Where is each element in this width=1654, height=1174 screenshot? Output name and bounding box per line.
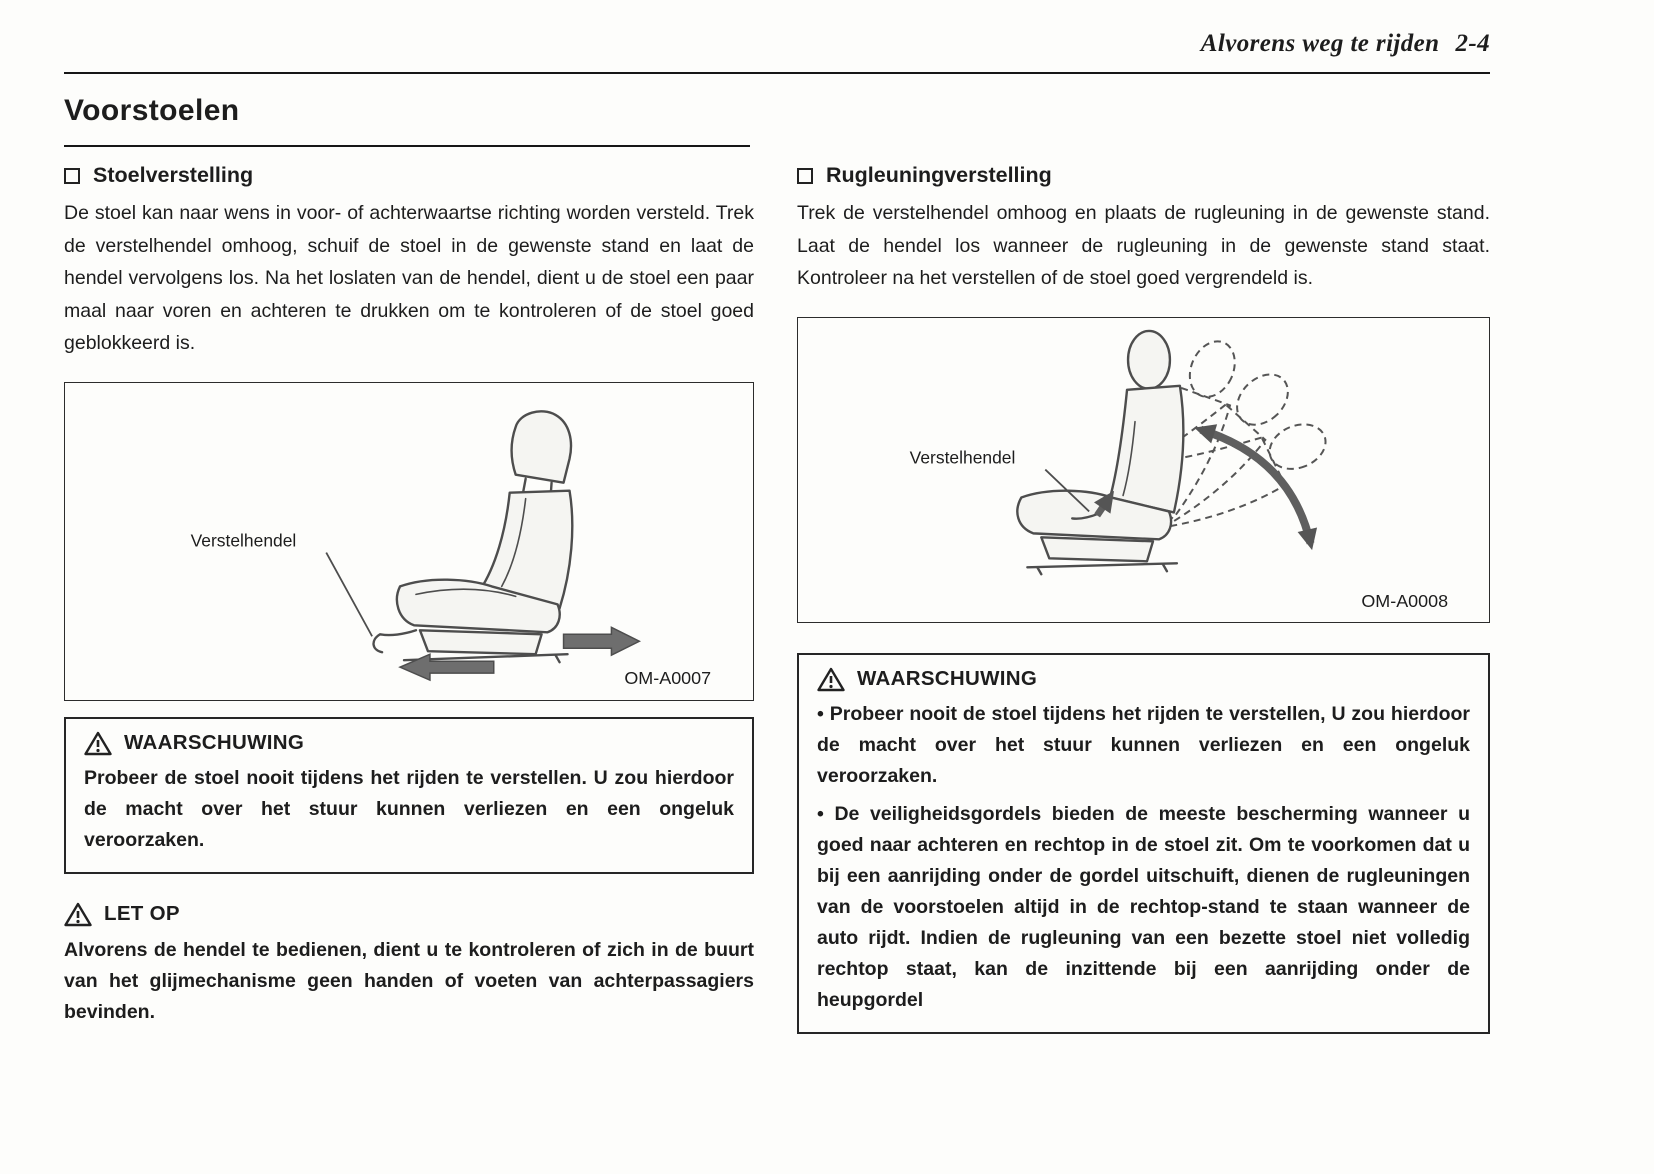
warning-item: • De veiligheidsgordels bieden de meeste bescherming wanneer u goed naar achteren en rechtop in de stoel zit. Om te voorkomen dat u bij een aanrijding onder de gordel uitschuift, dienen de rugleuningen van de voorstoelen altijd in de rechtop-stand te staan wanneer de auto rijdt. Indien de rugleuning van een bezette stoel niet volledig rechtop staat, kan de inzittende bij een aanrijding onder de heupgordel <box>817 799 1470 1016</box>
warning-text: Probeer de stoel nooit tijdens het rijden te verstellen. U zou hierdoor de macht over het stuur kunnen verliezen en een ongeluk veroorzaken. <box>84 766 734 851</box>
caution-section <box>64 902 754 1028</box>
warning-item: • Probeer nooit de stoel tijdens het rijden te verstellen, U zou hierdoor de macht over het stuur kunnen verliezen en een ongeluk veroorzaken. <box>817 699 1470 792</box>
square-bullet-icon <box>64 168 80 184</box>
warning-title: WAARSCHUWING <box>124 731 305 755</box>
section-body: De stoel kan naar wens in voor- of achterwaartse richting worden versteld. Trek de verstelhendel omhoog, schuif de stoel in de gewenste stand en laat de hendel vervolgens los. Na het loslaten van de hendel, dient u de stoel een paar maal naar voren en achteren te drukken om te kontroleren of de stoel goed geblokkeerd is. <box>64 202 754 354</box>
section-heading-label: Stoelverstelling <box>93 163 254 187</box>
figure-code: OM-A0008 <box>1361 590 1449 611</box>
warning-heading <box>84 731 734 756</box>
section-heading-seat-adjustment <box>64 163 754 188</box>
caution-triangle-icon <box>64 902 92 927</box>
warning-heading <box>817 667 1470 692</box>
running-header <box>1201 30 1490 58</box>
warning-box <box>64 717 754 874</box>
right-column <box>797 163 1490 1034</box>
caution-title: LET OP <box>104 902 180 926</box>
page-number: 2-4 <box>1455 30 1490 57</box>
section-heading-backrest-adjustment <box>797 163 1490 188</box>
figure-code: OM-A0007 <box>624 667 712 688</box>
seat-slide-illustration <box>65 383 753 700</box>
section-body: Trek de verstelhendel omhoog en plaats de rugleuning in de gewenste stand. Laat de hendel los wanneer de rugleuning in de gewenste stand staat. Kontroleer na het verstellen of de stoel goed vergrendeld is. <box>797 202 1490 289</box>
warning-triangle-icon <box>817 667 845 692</box>
page-title: Voorstoelen <box>64 94 240 127</box>
warning-box <box>797 653 1490 1034</box>
recline-direction-arrow <box>1201 429 1311 543</box>
caution-text: Alvorens de hendel te bedienen, dient u te kontroleren of zich in de buurt van het glijmechanisme geen handen of voeten van achterpassagiers bevinden. <box>64 938 754 1023</box>
lever-label: Verstelhendel <box>190 530 297 551</box>
label-leader-line <box>326 552 372 636</box>
warning-title: WAARSCHUWING <box>857 667 1038 691</box>
square-bullet-icon <box>797 168 813 184</box>
left-column <box>64 163 754 1028</box>
header-divider <box>64 72 1490 74</box>
caution-heading <box>64 902 754 927</box>
title-divider <box>64 145 750 147</box>
chapter-title: Alvorens weg te rijden <box>1200 30 1440 57</box>
section-heading-label: Rugleuningverstelling <box>826 163 1052 187</box>
lever-label: Verstelhendel <box>909 447 1016 468</box>
seat-recline-illustration <box>798 318 1489 622</box>
figure-backrest-recline <box>797 317 1490 623</box>
figure-seat-slide <box>64 382 754 701</box>
warning-triangle-icon <box>84 731 112 756</box>
